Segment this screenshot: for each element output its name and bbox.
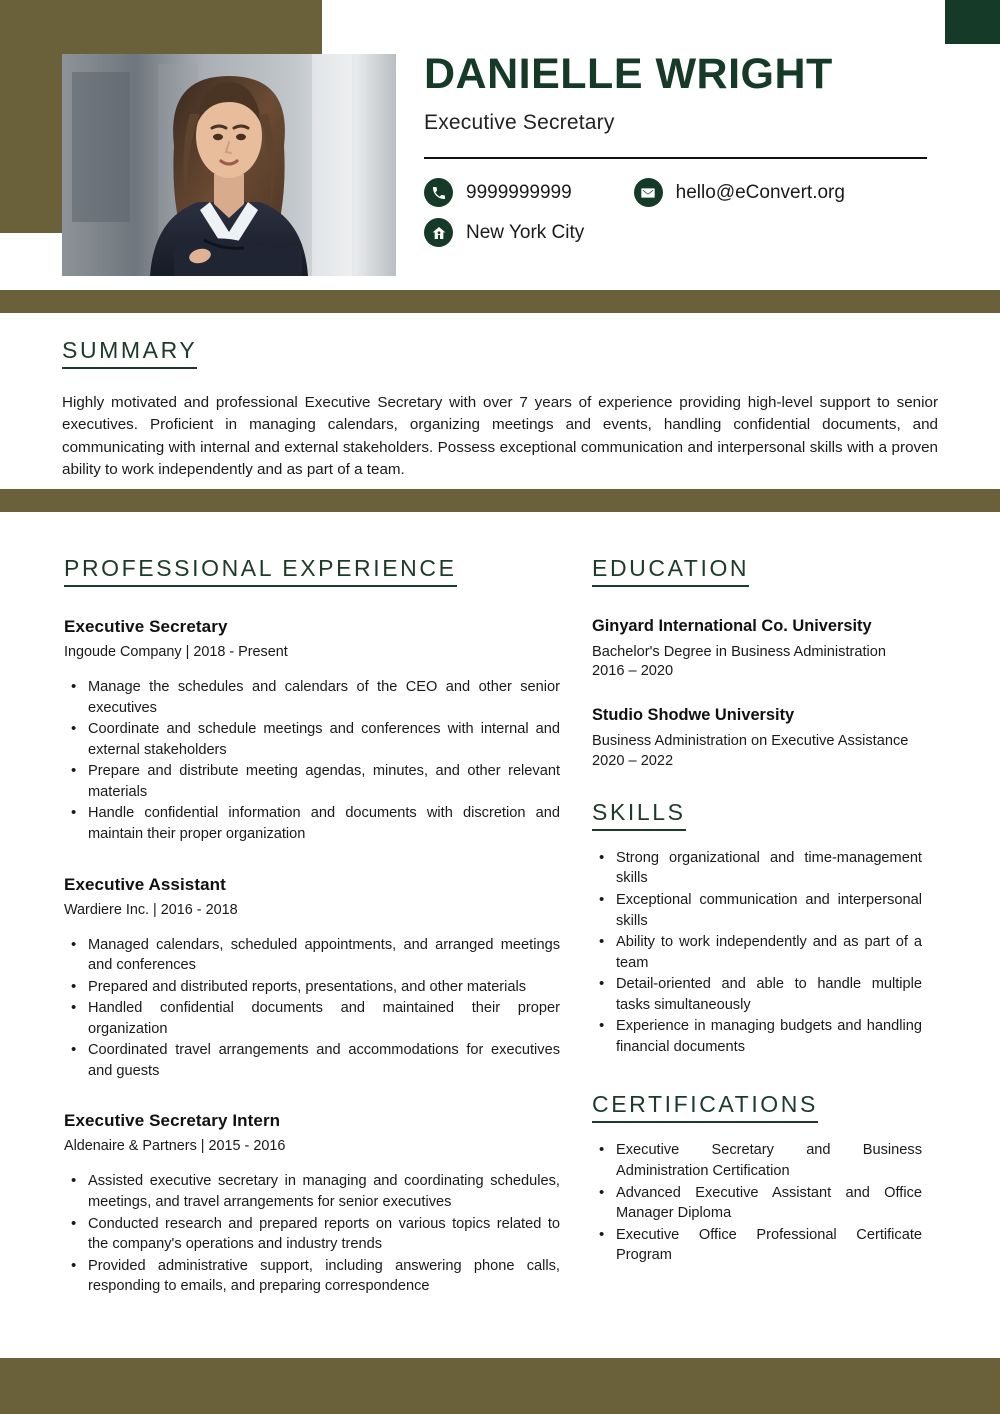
page-title: DANIELLE WRIGHT [424,50,833,98]
contact-email[interactable] [634,178,845,207]
left-column [0,512,560,1327]
home-icon [424,218,453,247]
list-item: • Prepare and distribute meeting agendas, minutes, and other relevant materials [88,761,560,802]
education-school: Ginyard International Co. University [592,617,872,635]
phone-value: 9999999999 [466,181,572,203]
list-item: • Executive Secretary and Business Administration Certification [616,1140,922,1181]
list-item: • Manage the schedules and calendars of the CEO and other senior executives [88,677,560,718]
contact-row-secondary [424,218,929,247]
skills-heading: SKILLS [592,799,686,831]
list-item: • Executive Office Professional Certificate Program [616,1225,922,1266]
list-item: • Coordinate and schedule meetings and conferences with internal and external stakeholders [88,719,560,760]
certifications-list [592,1140,922,1265]
list-item: • Provided administrative support, including answering phone calls, responding to emails, and preparing correspondence [88,1256,560,1297]
mail-icon [634,178,663,207]
location-value: New York City [466,221,585,243]
list-item: • Prepared and distributed reports, presentations, and other materials [88,977,560,998]
job-responsibilities [64,1171,560,1296]
job-role: Executive Secretary Intern [64,1111,281,1131]
summary-text: Highly motivated and professional Executive Secretary with over 7 years of experience providing high-level support to senior executives. Proficient in managing calendars, organizing meetings and events, handling confidential documents, and communicating with internal and external stakeholders. Possess exceptional communication and interpersonal skills with a proven ability to work independently and as part of a team. [62,394,938,479]
job-entry [64,1111,560,1296]
list-item: • Conducted research and prepared reports on various topics related to the company's operations and industry trends [88,1214,560,1255]
resume-body [0,512,1000,1327]
job-entry [64,875,560,1082]
header-text-block [424,52,929,258]
list-item: • Advanced Executive Assistant and Office Manager Diploma [616,1183,922,1224]
email-value: hello@eConvert.org [675,181,845,203]
certifications-heading: CERTIFICATIONS [592,1091,818,1123]
list-item: • Ability to work independently and as part of a team [616,932,922,973]
job-role: Executive Secretary [64,617,228,636]
education-school: Studio Shodwe University [592,706,795,725]
list-item: • Experience in managing budgets and handling financial documents [616,1016,922,1057]
list-item: • Detail-oriented and able to handle multiple tasks simultaneously [616,974,922,1015]
list-item: • Strong organizational and time-management skills [616,848,922,889]
contact-info [424,178,929,247]
job-meta: Aldenaire & Partners | 2015 - 2016 [64,1138,286,1155]
certifications-section [592,1091,922,1265]
experience-heading: PROFESSIONAL EXPERIENCE [64,555,457,587]
education-heading: EDUCATION [592,555,749,587]
job-meta: Ingoude Company | 2018 - Present [64,644,288,660]
education-heading-wrap [592,555,922,587]
job-role: Executive Assistant [64,874,226,894]
list-item: • Exceptional communication and interpersonal skills [616,890,922,931]
phone-icon [424,178,453,207]
job-meta: Wardiere Inc. | 2016 - 2018 [64,901,238,918]
education-degree: Business Administration on Executive Assistance [592,733,909,750]
education-years: 2016 – 2020 [592,663,674,680]
list-item: • Handled confidential documents and maintained their proper organization [88,998,560,1039]
job-entry [64,617,560,845]
list-item: • Assisted executive secretary in managing and coordinating schedules, meetings, and travel arrangements for senior executives [88,1171,560,1212]
list-item: • Coordinated travel arrangements and accommodations for executives and guests [88,1040,560,1081]
olive-divider-bar-middle [0,489,1000,512]
contact-row-primary [424,178,929,207]
summary-heading: SUMMARY [62,337,197,369]
summary-heading-wrap [62,313,938,369]
contact-location[interactable] [424,218,584,247]
right-column [560,512,1000,1327]
skills-section [592,799,922,1058]
job-title: Executive Secretary [424,111,615,135]
list-item: • Handle confidential information and documents with discretion and maintain their proper organization [88,803,560,844]
certifications-heading-wrap [592,1091,922,1123]
skills-heading-wrap [592,799,922,831]
contact-phone[interactable] [424,178,572,207]
profile-photo [62,54,396,276]
education-degree: Bachelor's Degree in Business Administration [592,644,886,660]
skills-list [592,848,922,1058]
job-responsibilities [64,677,560,845]
education-entry [592,706,922,768]
job-responsibilities [64,935,560,1082]
education-years: 2020 – 2022 [592,752,674,769]
olive-divider-bar-top [0,290,1000,313]
list-item: • Managed calendars, scheduled appointments, and arranged meetings and conferences [88,935,560,976]
header-divider [424,157,927,159]
resume-header [0,0,1000,290]
summary-section [0,313,1000,489]
olive-footer-bar [0,1358,1000,1414]
portrait-illustration [62,54,396,276]
education-entry [592,617,922,679]
experience-heading-wrap [64,555,560,587]
